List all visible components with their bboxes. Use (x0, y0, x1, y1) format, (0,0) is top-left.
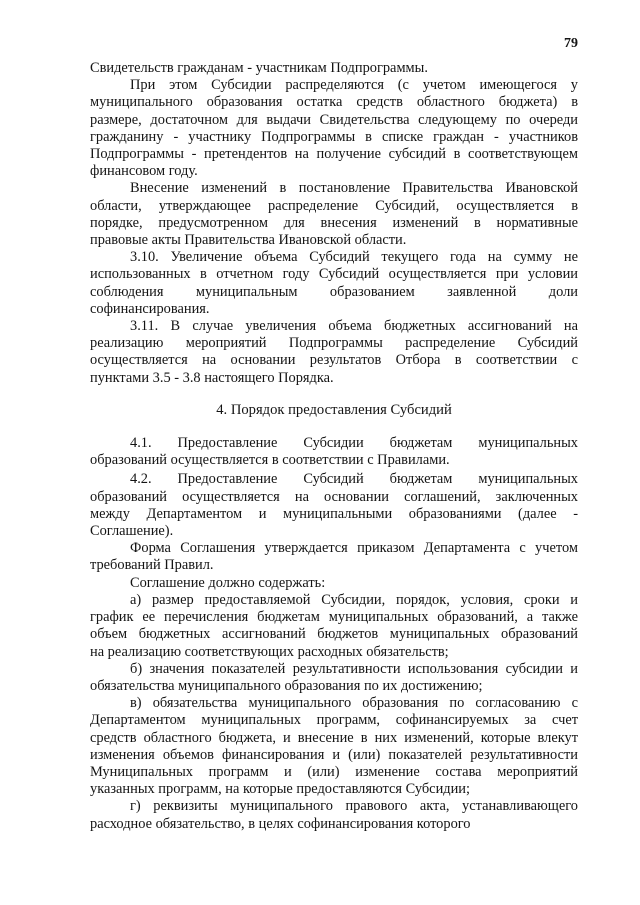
text-line: на реализацию соответствующих расходных обязательств; (90, 643, 449, 660)
text-line: график ее перечисления бюджетам муниципальных образований, а также (90, 609, 578, 626)
text-line: 3.11. В случае увеличения объема бюджетных ассигнований на (130, 318, 578, 335)
text-line: Соглашение). (90, 523, 174, 540)
text-line: образований осуществляется в соответствии с Правилами. (90, 452, 450, 469)
text-line: порядке, предусмотренном для внесения изменений в нормативные (90, 214, 578, 231)
text-line: муниципального образования остатка средств областного бюджета) в (90, 94, 578, 111)
text-line: правовые акты Правительства Ивановской области. (90, 232, 407, 249)
text-line: Департаментом муниципальных программ, софинансируемых за счет (90, 712, 578, 729)
text-line: 4.1. Предоставление Субсидии бюджетам муниципальных (130, 435, 578, 452)
text-line: гражданину - участнику Подпрограммы в списке граждан - участников (90, 128, 578, 145)
text-line: расходное обязательство, в целях софинансирования которого (90, 815, 471, 832)
text-line: Свидетельств гражданам - участникам Подпрограммы. (90, 60, 428, 76)
text-line: Форма Соглашения утверждается приказом Департамента с учетом (130, 540, 578, 557)
text-line: а) размер предоставляемой Субсидии, порядок, условия, сроки и (130, 591, 578, 608)
text-line: образований осуществляется на основании соглашений, заключенных (90, 488, 578, 505)
text-line: средств областного бюджета, и внесение в них изменений, которые влекут (90, 729, 578, 746)
text-line: изменения объемов финансирования и (или) показателей результативности (90, 746, 578, 763)
text-line: 4.2. Предоставление Субсидий бюджетам муниципальных (130, 471, 578, 488)
text-line: размере, достаточном для выдачи Свидетельства следующему по очереди (90, 111, 578, 128)
text-line: б) значения показателей результативности использования субсидии и (130, 660, 578, 677)
text-line: софинансирования. (90, 300, 210, 317)
text-line: 3.10. Увеличение объема Субсидий текущего года на сумму не (130, 249, 578, 266)
text-line: Соглашение должно содержать: (130, 574, 326, 591)
page-number: 79 (564, 36, 578, 51)
text-line: указанных программ, на которые предоставляются Субсидии; (90, 781, 470, 798)
document-body (90, 60, 578, 833)
text-line: обязательства муниципального образования по их достижению; (90, 677, 483, 694)
text-line: реализацию мероприятий Подпрограммы распределение Субсидий (90, 335, 578, 352)
text-line: требований Правил. (90, 557, 214, 574)
text-line: осуществляется на основании результатов Отбора в соответствии с (90, 352, 578, 369)
text-line: объем бюджетных ассигнований бюджетов муниципальных образований (90, 626, 578, 643)
text-line: между Департаментом и муниципальными образованиями (далее - (90, 505, 578, 522)
text-line: Муниципальных программ и (или) изменение состава мероприятий (90, 763, 578, 780)
text-line: области, утверждающее распределение Субсидий, осуществляется в (90, 197, 578, 214)
text-line: использованных в отчетном году Субсидий осуществляется при условии (90, 266, 578, 283)
section-heading: 4. Порядок предоставления Субсидий (216, 401, 452, 418)
text-line: Внесение изменений в постановление Правительства Ивановской (130, 180, 578, 197)
text-line: финансовом году. (90, 163, 198, 180)
text-line: г) реквизиты муниципального правового акта, устанавливающего (130, 798, 578, 815)
text-line: При этом Субсидии распределяются (с учетом имеющегося у (130, 77, 578, 94)
text-line: соблюдения муниципальным образованием заявленной доли (90, 283, 578, 300)
text-line: в) обязательства муниципального образования по согласованию с (130, 695, 578, 712)
text-line: пунктами 3.5 - 3.8 настоящего Порядка. (90, 369, 334, 386)
text-line: Подпрограммы - претендентов на получение субсидий в соответствующем (90, 146, 578, 163)
